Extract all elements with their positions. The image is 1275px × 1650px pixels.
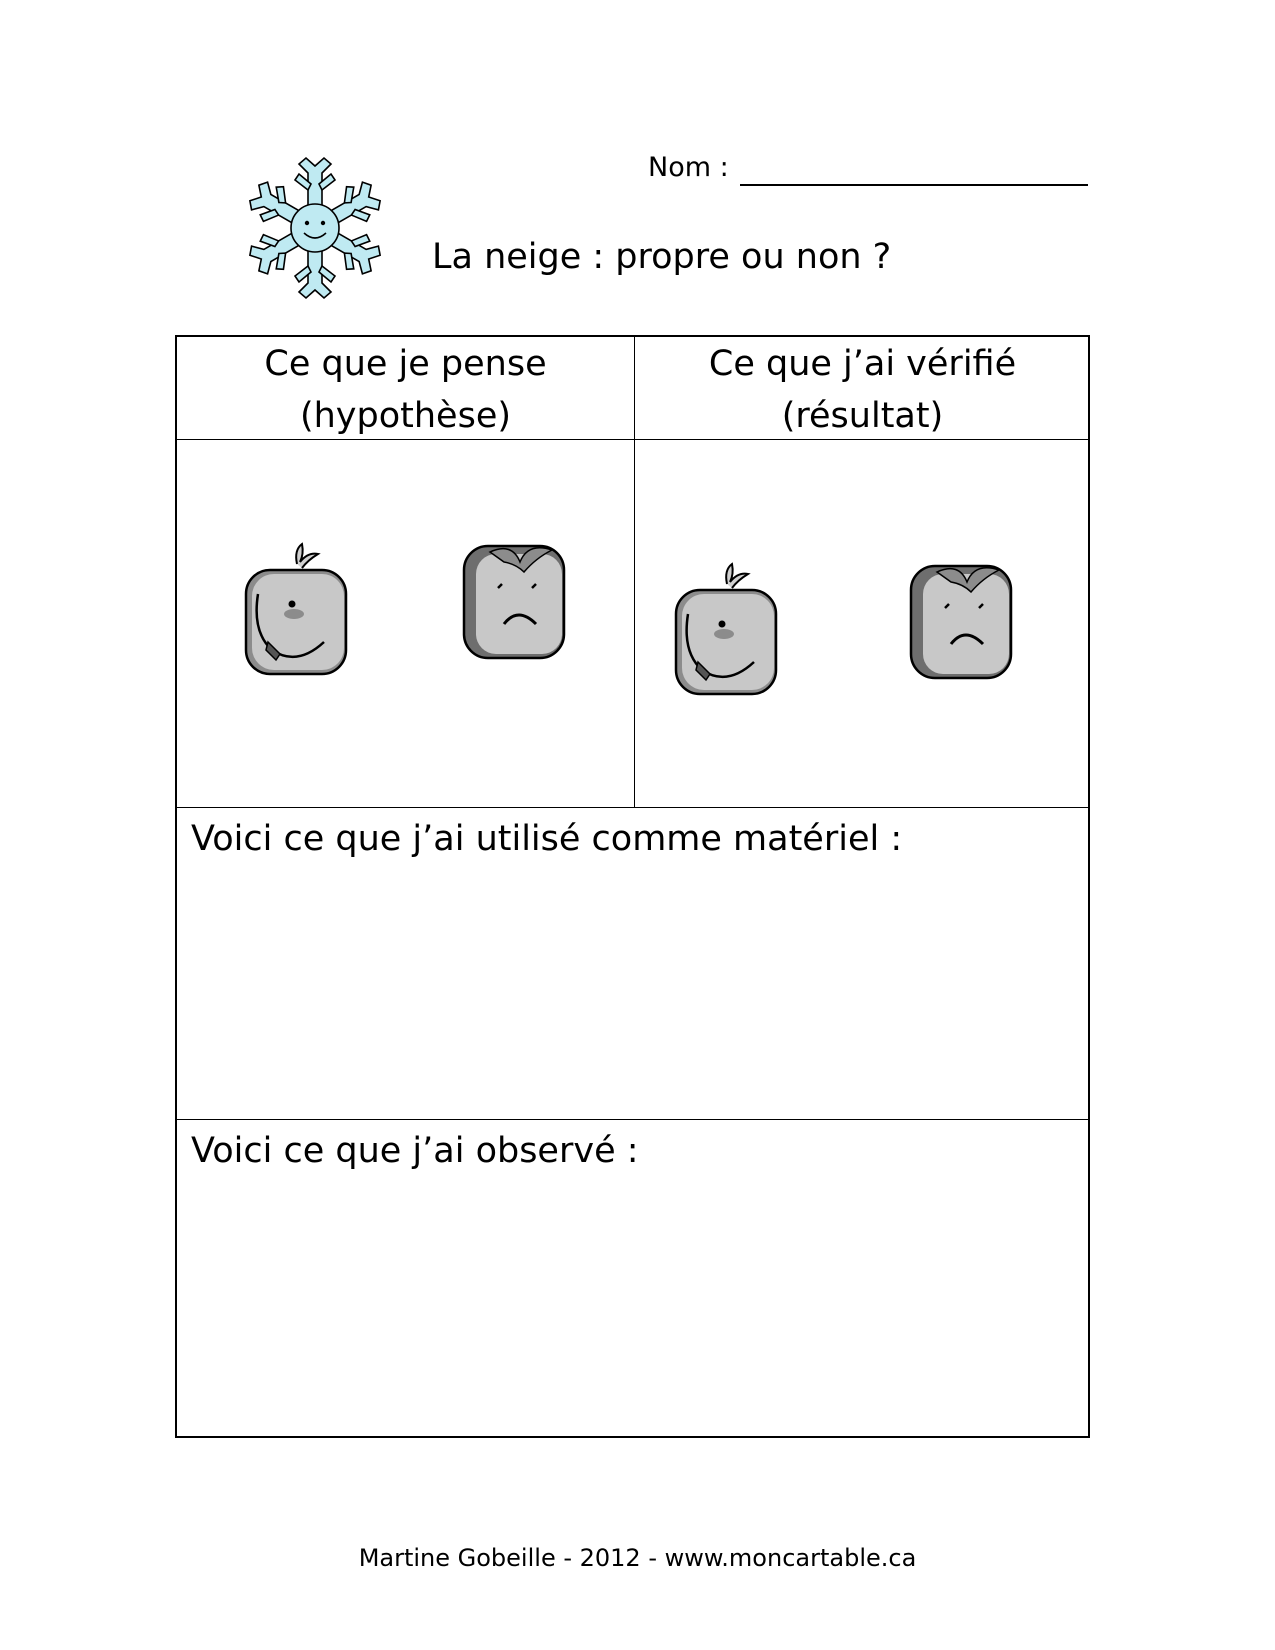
sad-face-icon[interactable] (460, 532, 570, 672)
hypothesis-header (177, 337, 634, 442)
observed-label: Voici ce que j’ai observé : (191, 1131, 639, 1171)
name-input-line[interactable] (740, 184, 1088, 186)
hypothesis-title: Ce que je pense (264, 343, 547, 384)
row-divider (177, 1119, 1088, 1120)
snowflake-logo-icon (240, 150, 390, 310)
result-header (634, 337, 1091, 442)
happy-face-icon[interactable] (672, 562, 782, 702)
worksheet-table (175, 335, 1090, 1438)
footer-credit: Martine Gobeille - 2012 - www.moncartable.ca (358, 1544, 917, 1572)
happy-face-icon[interactable] (242, 542, 352, 682)
materials-label: Voici ce que j’ai utilisé comme matériel : (191, 819, 903, 859)
sad-face-icon[interactable] (907, 552, 1017, 692)
page-title: La neige : propre ou non ? (432, 237, 892, 277)
name-label: Nom : (648, 152, 729, 183)
row-divider (177, 807, 1088, 808)
result-subtitle: (résultat) (781, 395, 944, 436)
result-title: Ce que j’ai vérifié (708, 343, 1017, 384)
hypothesis-subtitle: (hypothèse) (299, 395, 512, 436)
